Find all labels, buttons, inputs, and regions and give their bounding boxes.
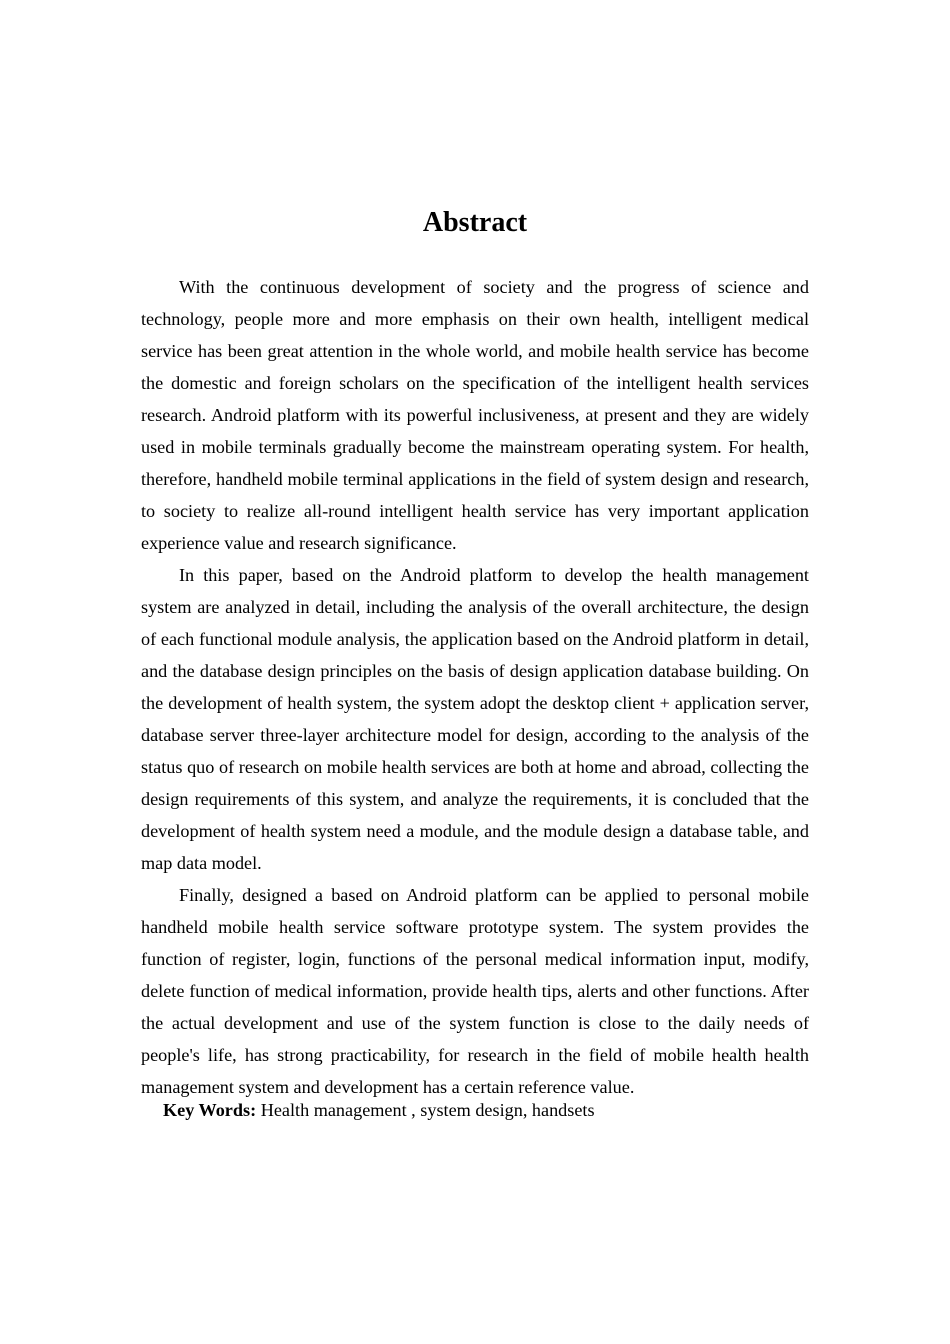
abstract-paragraph-2: In this paper, based on the Android platform to develop the health management system are analyzed in detail, including the analysis of the overall architecture, the design of each functional module analysis, the application based on the Android platform in detail, and the database design principles on the basis of design application database building. On the development of health system, the system adopt the desktop client + application server, database server three-layer architecture model for design, according to the analysis of the status quo of research on mobile health services are both at home and abroad, collecting the design requirements of this system, and analyze the requirements, it is concluded that the development of health system need a module, and the module design a database table, and map data model. bbox=[141, 565, 809, 873]
keywords-value: Health management , system design, handsets bbox=[256, 1100, 595, 1120]
abstract-body bbox=[141, 271, 809, 1103]
abstract-title: Abstract bbox=[422, 207, 528, 238]
keywords-line bbox=[163, 1097, 863, 1123]
abstract-paragraph-1: With the continuous development of society and the progress of science and technology, people more and more emphasis on their own health, intelligent medical service has been great attention in the whole world, and mobile health service has become the domestic and foreign scholars on the specification of the intelligent health services research. Android platform with its powerful inclusiveness, at present and they are widely used in mobile terminals gradually become the mainstream operating system. For health, therefore, handheld mobile terminal applications in the field of system design and research, to society to realize all-round intelligent health service has very important application experience value and research significance. bbox=[141, 277, 809, 553]
abstract-paragraph-3: Finally, designed a based on Android platform can be applied to personal mobile handheld mobile health service software prototype system. The system provides the function of register, login, functions of the personal medical information input, modify, delete function of medical information, provide health tips, alerts and other functions. After the actual development and use of the system function is close to the daily needs of people's life, has strong practicability, for research in the field of mobile health health management system and development has a certain reference value. bbox=[141, 885, 809, 1097]
keywords-label: Key Words: bbox=[163, 1100, 257, 1120]
